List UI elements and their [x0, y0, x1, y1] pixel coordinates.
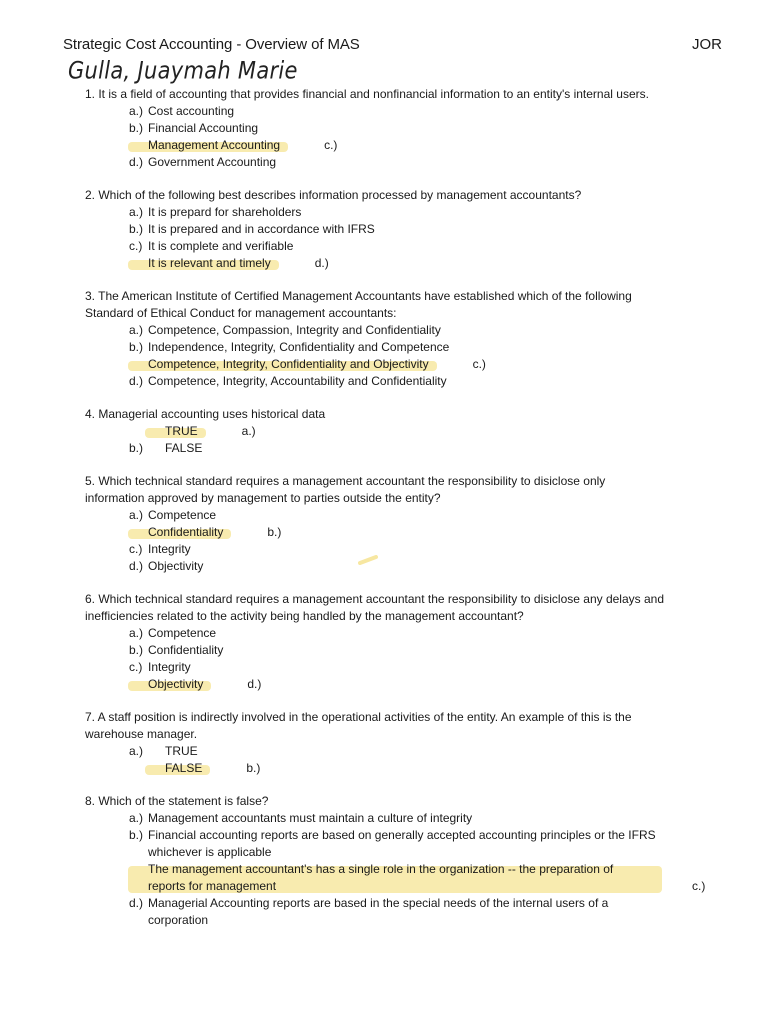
choice-d-highlighted — [85, 676, 665, 693]
choice-text: Cost accounting — [148, 104, 235, 118]
choice-c — [85, 238, 665, 255]
question-stem: 6. Which technical standard requires a management accountant the responsibility to disiclose any delays and inefficiencies related to the activity being handled by the management accountant? — [85, 592, 664, 623]
choice-a — [85, 507, 665, 524]
choice-c-highlighted — [85, 356, 665, 373]
choice-letter: a.) — [129, 508, 144, 522]
choice-letter: d.) — [129, 155, 144, 169]
choice-text: The management accountant's has a single role in the organization -- the preparation of reports for management — [148, 862, 614, 893]
choice-c-highlighted — [85, 137, 665, 154]
choice-letter: c.) — [129, 660, 143, 674]
choice-text: Independence, Integrity, Confidentiality and Competence — [148, 340, 450, 354]
choice-a — [85, 103, 665, 120]
question-8 — [85, 793, 706, 929]
choice-b — [85, 642, 665, 659]
question-3 — [85, 288, 665, 390]
question-7 — [85, 709, 665, 777]
choice-text: Competence, Integrity, Accountability and Confidentiality — [148, 374, 447, 388]
question-6 — [85, 591, 665, 693]
choice-letter: a.) — [241, 424, 256, 438]
choice-letter: b.) — [246, 761, 261, 775]
document-code: JOR — [692, 36, 722, 53]
choice-b-highlighted — [85, 760, 665, 777]
choice-letter: a.) — [129, 104, 144, 118]
choice-text: Competence — [148, 626, 217, 640]
choice-b — [85, 221, 665, 238]
choice-a — [85, 625, 665, 642]
choice-list — [85, 103, 665, 171]
choice-text: FALSE — [165, 441, 203, 455]
question-2 — [85, 187, 665, 272]
choice-letter: a.) — [129, 744, 144, 758]
question-stem: 4. Managerial accounting uses historical data — [85, 407, 326, 421]
choice-text: Objectivity — [148, 559, 204, 573]
choice-letter: b.) — [129, 441, 144, 455]
choice-text: TRUE — [165, 744, 198, 758]
choice-letter: c.) — [692, 879, 706, 893]
choice-letter: a.) — [129, 205, 144, 219]
choice-letter: b.) — [129, 222, 144, 236]
choice-text: Integrity — [148, 660, 191, 674]
choice-b-highlighted — [85, 524, 665, 541]
question-stem: 5. Which technical standard requires a management accountant the responsibility to disiclose only information approved by management to parties outside the entity? — [85, 474, 606, 505]
choice-letter: c.) — [324, 138, 338, 152]
choice-letter: c.) — [472, 357, 486, 371]
choice-letter: d.) — [247, 677, 262, 691]
choice-text: It is complete and verifiable — [148, 239, 294, 253]
choice-a — [85, 204, 665, 221]
choice-b — [85, 339, 665, 356]
choice-text: Confidentiality — [148, 643, 224, 657]
choice-list — [85, 810, 706, 929]
choice-letter: a.) — [129, 626, 144, 640]
question-1 — [85, 86, 665, 171]
choice-letter: a.) — [129, 811, 144, 825]
choice-letter: c.) — [129, 239, 143, 253]
choice-list — [85, 625, 665, 693]
choice-letter: b.) — [129, 828, 144, 842]
choice-list — [85, 204, 665, 272]
choice-d-highlighted — [85, 255, 665, 272]
question-stem: 7. A staff position is indirectly involved in the operational activities of the entity. An example of this is the warehouse manager. — [85, 710, 632, 741]
choice-a-highlighted — [85, 423, 665, 440]
choice-text: Objectivity — [148, 677, 204, 691]
handwritten-student-name — [66, 52, 306, 88]
question-4 — [85, 406, 665, 457]
choice-text: Financial accounting reports are based on generally accepted accounting principles or the IFRS whichever is applicable — [148, 828, 656, 859]
choice-letter: d.) — [129, 559, 144, 573]
choice-b — [85, 120, 665, 137]
choice-d — [85, 154, 665, 171]
stray-highlighter-mark — [358, 555, 380, 565]
document-title: Strategic Cost Accounting - Overview of MAS — [63, 36, 360, 53]
choice-text: It is prepared and in accordance with IFRS — [148, 222, 375, 236]
choice-d — [85, 373, 665, 390]
choice-text: It is relevant and timely — [148, 256, 271, 270]
question-stem: 1. It is a field of accounting that provides financial and nonfinancial information to an entity's internal users. — [85, 87, 649, 101]
choice-text: Management accountants must maintain a culture of integrity — [148, 811, 473, 825]
choice-text: Competence, Compassion, Integrity and Confidentiality — [148, 323, 441, 337]
choice-text: Managerial Accounting reports are based in the special needs of the internal users of a corporation — [148, 896, 609, 927]
choice-c — [85, 659, 665, 676]
choice-d — [85, 895, 665, 929]
choice-a — [85, 743, 665, 760]
choice-list — [85, 423, 665, 457]
choice-text: It is prepard for shareholders — [148, 205, 302, 219]
choice-a — [85, 322, 665, 339]
choice-letter: b.) — [129, 643, 144, 657]
choice-list — [85, 322, 665, 390]
choice-text: TRUE — [165, 424, 198, 438]
choice-b — [85, 827, 665, 861]
choice-letter: d.) — [314, 256, 329, 270]
question-stem: 8. Which of the statement is false? — [85, 794, 269, 808]
choice-list — [85, 743, 665, 777]
choice-text: Government Accounting — [148, 155, 277, 169]
choice-a — [85, 810, 665, 827]
choice-text: Competence — [148, 508, 217, 522]
choice-letter: b.) — [129, 121, 144, 135]
choice-text: Financial Accounting — [148, 121, 259, 135]
question-stem: 2. Which of the following best describes information processed by management accountants? — [85, 188, 582, 202]
choice-letter: b.) — [129, 340, 144, 354]
choice-text: Confidentiality — [148, 525, 224, 539]
choice-letter: b.) — [267, 525, 282, 539]
choice-text: Integrity — [148, 542, 191, 556]
choice-text: FALSE — [165, 761, 203, 775]
choice-letter: c.) — [129, 542, 143, 556]
choice-letter: d.) — [129, 896, 144, 910]
svg-text:Gulla, Juaymah Marie: Gulla, Juaymah Marie — [68, 57, 298, 85]
choice-letter: a.) — [129, 323, 144, 337]
choice-text: Management Accounting — [148, 138, 281, 152]
choice-text: Competence, Integrity, Confidentiality and Objectivity — [148, 357, 429, 371]
choice-c-highlighted — [85, 861, 706, 895]
choice-b — [85, 440, 665, 457]
question-stem: 3. The American Institute of Certified Management Accountants have established which of the following Standard of Ethical Conduct for management accountants: — [85, 289, 632, 320]
choice-letter: d.) — [129, 374, 144, 388]
question-list — [85, 86, 706, 945]
